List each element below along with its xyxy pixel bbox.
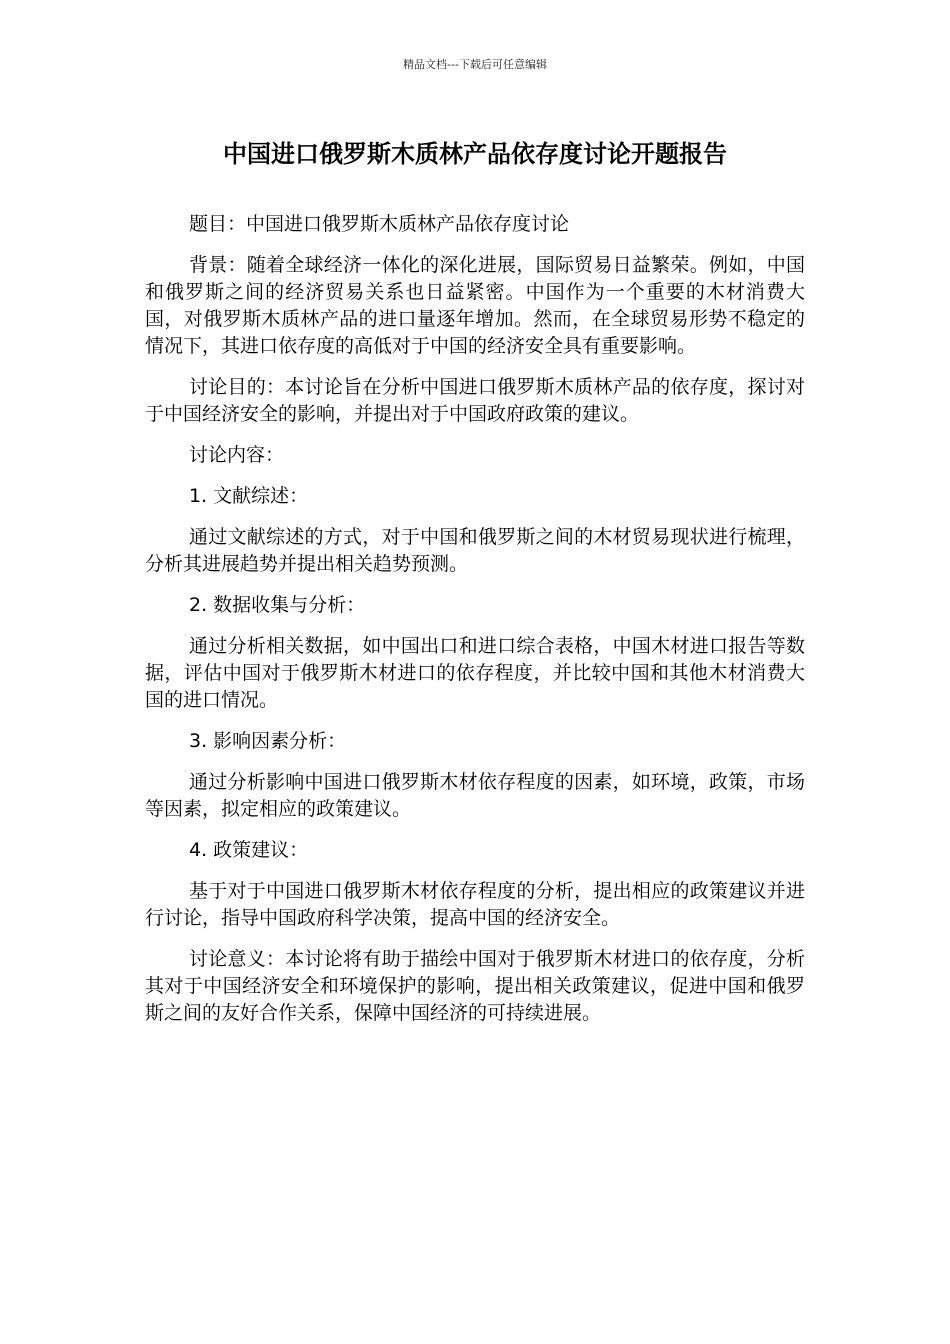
document-title: 中国进口俄罗斯木质林产品依存度讨论开题报告	[223, 140, 727, 168]
section-heading-data-analysis: 2. 数据收集与分析：	[189, 594, 366, 616]
policy-suggestions-paragraph: 基于对于中国进口俄罗斯木材依存程度的分析，提出相应的政策建议并进行讨论，指导中国政府科学决策，提高中国的经济安全。	[145, 880, 805, 929]
background-paragraph: 背景：随着全球经济一体化的深化进展，国际贸易日益繁荣。例如，中国和俄罗斯之间的经济贸易关系也日益紧密。中国作为一个重要的木材消费大国，对俄罗斯木质林产品的进口量逐年增加。然而，在全球贸易形势不稳定的情况下，其进口依存度的高低对于中国的经济安全具有重要影响。	[145, 254, 805, 357]
section-heading-policy-suggestions: 4. 政策建议：	[189, 839, 309, 861]
literature-review-paragraph: 通过文献综述的方式，对于中国和俄罗斯之间的木材贸易现状进行梳理，分析其进展趋势并提出相关趋势预测。	[145, 526, 805, 575]
content-heading: 讨论内容：	[189, 444, 285, 466]
purpose-paragraph: 讨论目的：本讨论旨在分析中国进口俄罗斯木质林产品的依存度，探讨对于中国经济安全的影响，并提出对于中国政府政策的建议。	[145, 376, 805, 425]
section-heading-literature-review: 1. 文献综述：	[189, 485, 309, 507]
section-heading-factor-analysis: 3. 影响因素分析：	[189, 730, 347, 752]
factor-analysis-paragraph: 通过分析影响中国进口俄罗斯木材依存程度的因素，如环境，政策，市场等因素，拟定相应的政策建议。	[145, 771, 805, 820]
data-analysis-paragraph: 通过分析相关数据，如中国出口和进口综合表格，中国木材进口报告等数据，评估中国对于俄罗斯木材进口的依存程度，并比较中国和其他木材消费大国的进口情况。	[145, 635, 805, 711]
page-header-note: 精品文档---下载后可任意编辑	[403, 58, 547, 71]
document-body	[145, 211, 805, 1041]
significance-paragraph: 讨论意义：本讨论将有助于描绘中国对于俄罗斯木材进口的依存度，分析其对于中国经济安全和环境保护的影响，提出相关政策建议，促进中国和俄罗斯之间的友好合作关系，保障中国经济的可持续进展。	[145, 948, 805, 1024]
topic-paragraph: 题目：中国进口俄罗斯木质林产品依存度讨论	[189, 213, 570, 235]
